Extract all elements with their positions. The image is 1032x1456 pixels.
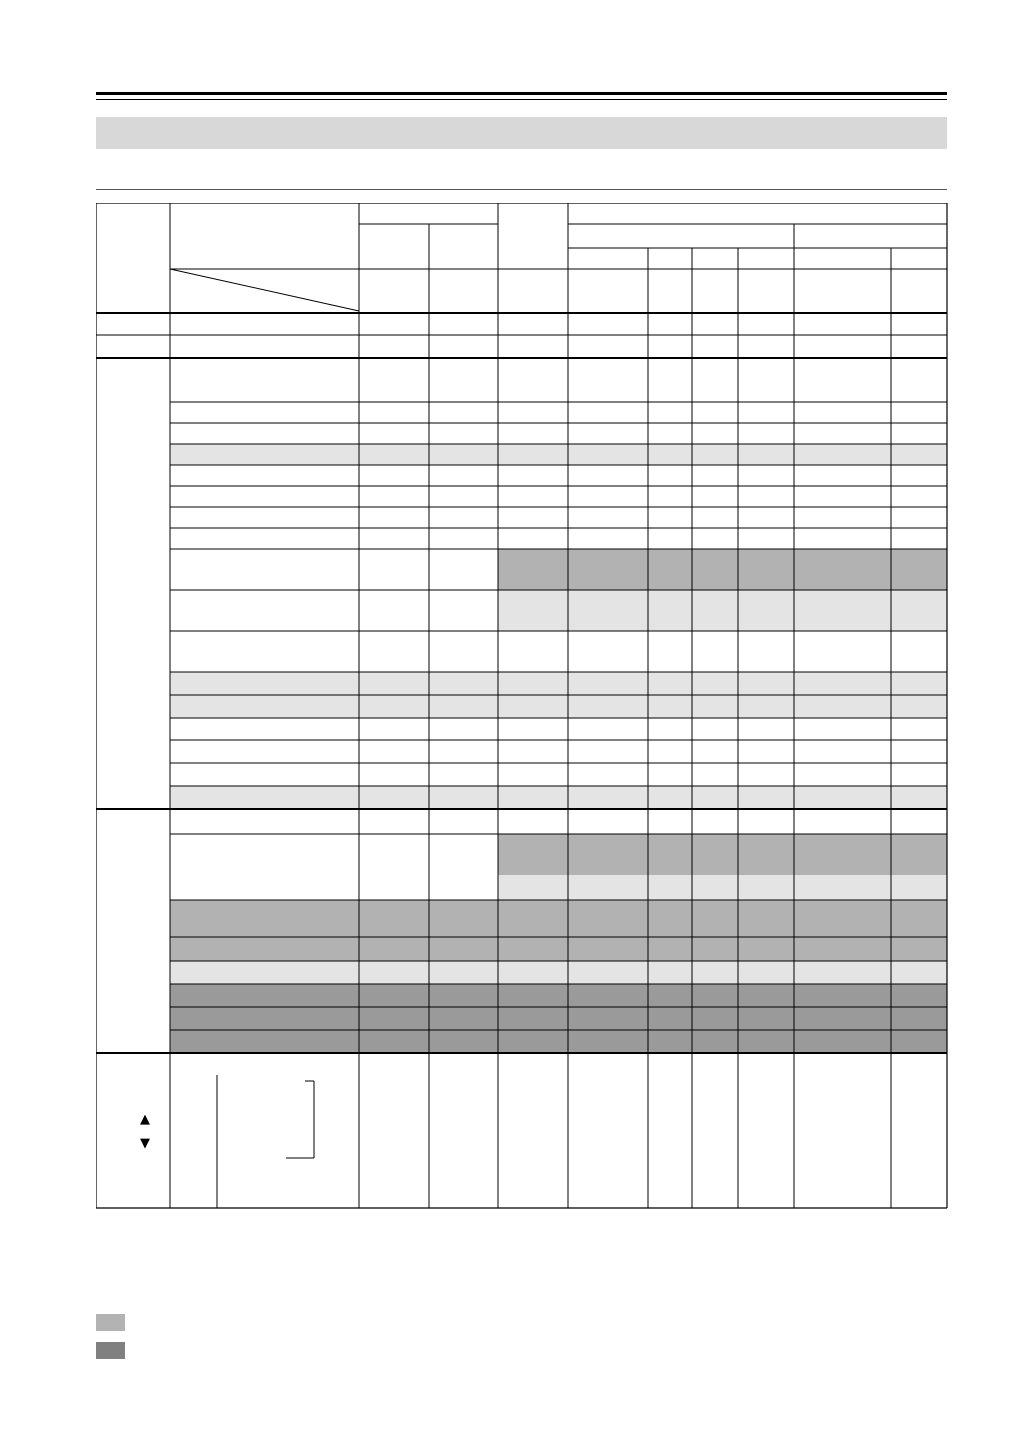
shaded-cell-block bbox=[498, 834, 947, 875]
shaded-row bbox=[170, 984, 947, 1007]
arrow-up-icon: ▲ bbox=[140, 1112, 150, 1127]
legend-swatch-light bbox=[96, 1314, 125, 1331]
shaded-cell-block bbox=[498, 590, 947, 631]
shaded-cell-block bbox=[498, 549, 947, 590]
table-shading bbox=[170, 444, 947, 1053]
shaded-row bbox=[170, 672, 947, 695]
shaded-row bbox=[170, 937, 947, 961]
settings-table bbox=[96, 203, 948, 1209]
shaded-row bbox=[170, 961, 947, 984]
legend-swatch-dark bbox=[96, 1342, 125, 1359]
section-title-band bbox=[96, 117, 947, 149]
shaded-row bbox=[170, 444, 947, 465]
shaded-row bbox=[170, 900, 947, 937]
subheading-rule bbox=[96, 189, 947, 190]
header-rule-thin bbox=[96, 99, 947, 100]
arrow-down-icon: ▼ bbox=[140, 1136, 150, 1151]
header-rule-thick bbox=[96, 92, 947, 95]
shaded-row bbox=[170, 786, 947, 809]
shaded-row bbox=[170, 1030, 947, 1053]
header-diagonal bbox=[170, 269, 359, 311]
shaded-cell-block bbox=[498, 875, 947, 900]
shaded-row bbox=[170, 1007, 947, 1030]
shaded-row bbox=[170, 695, 947, 718]
